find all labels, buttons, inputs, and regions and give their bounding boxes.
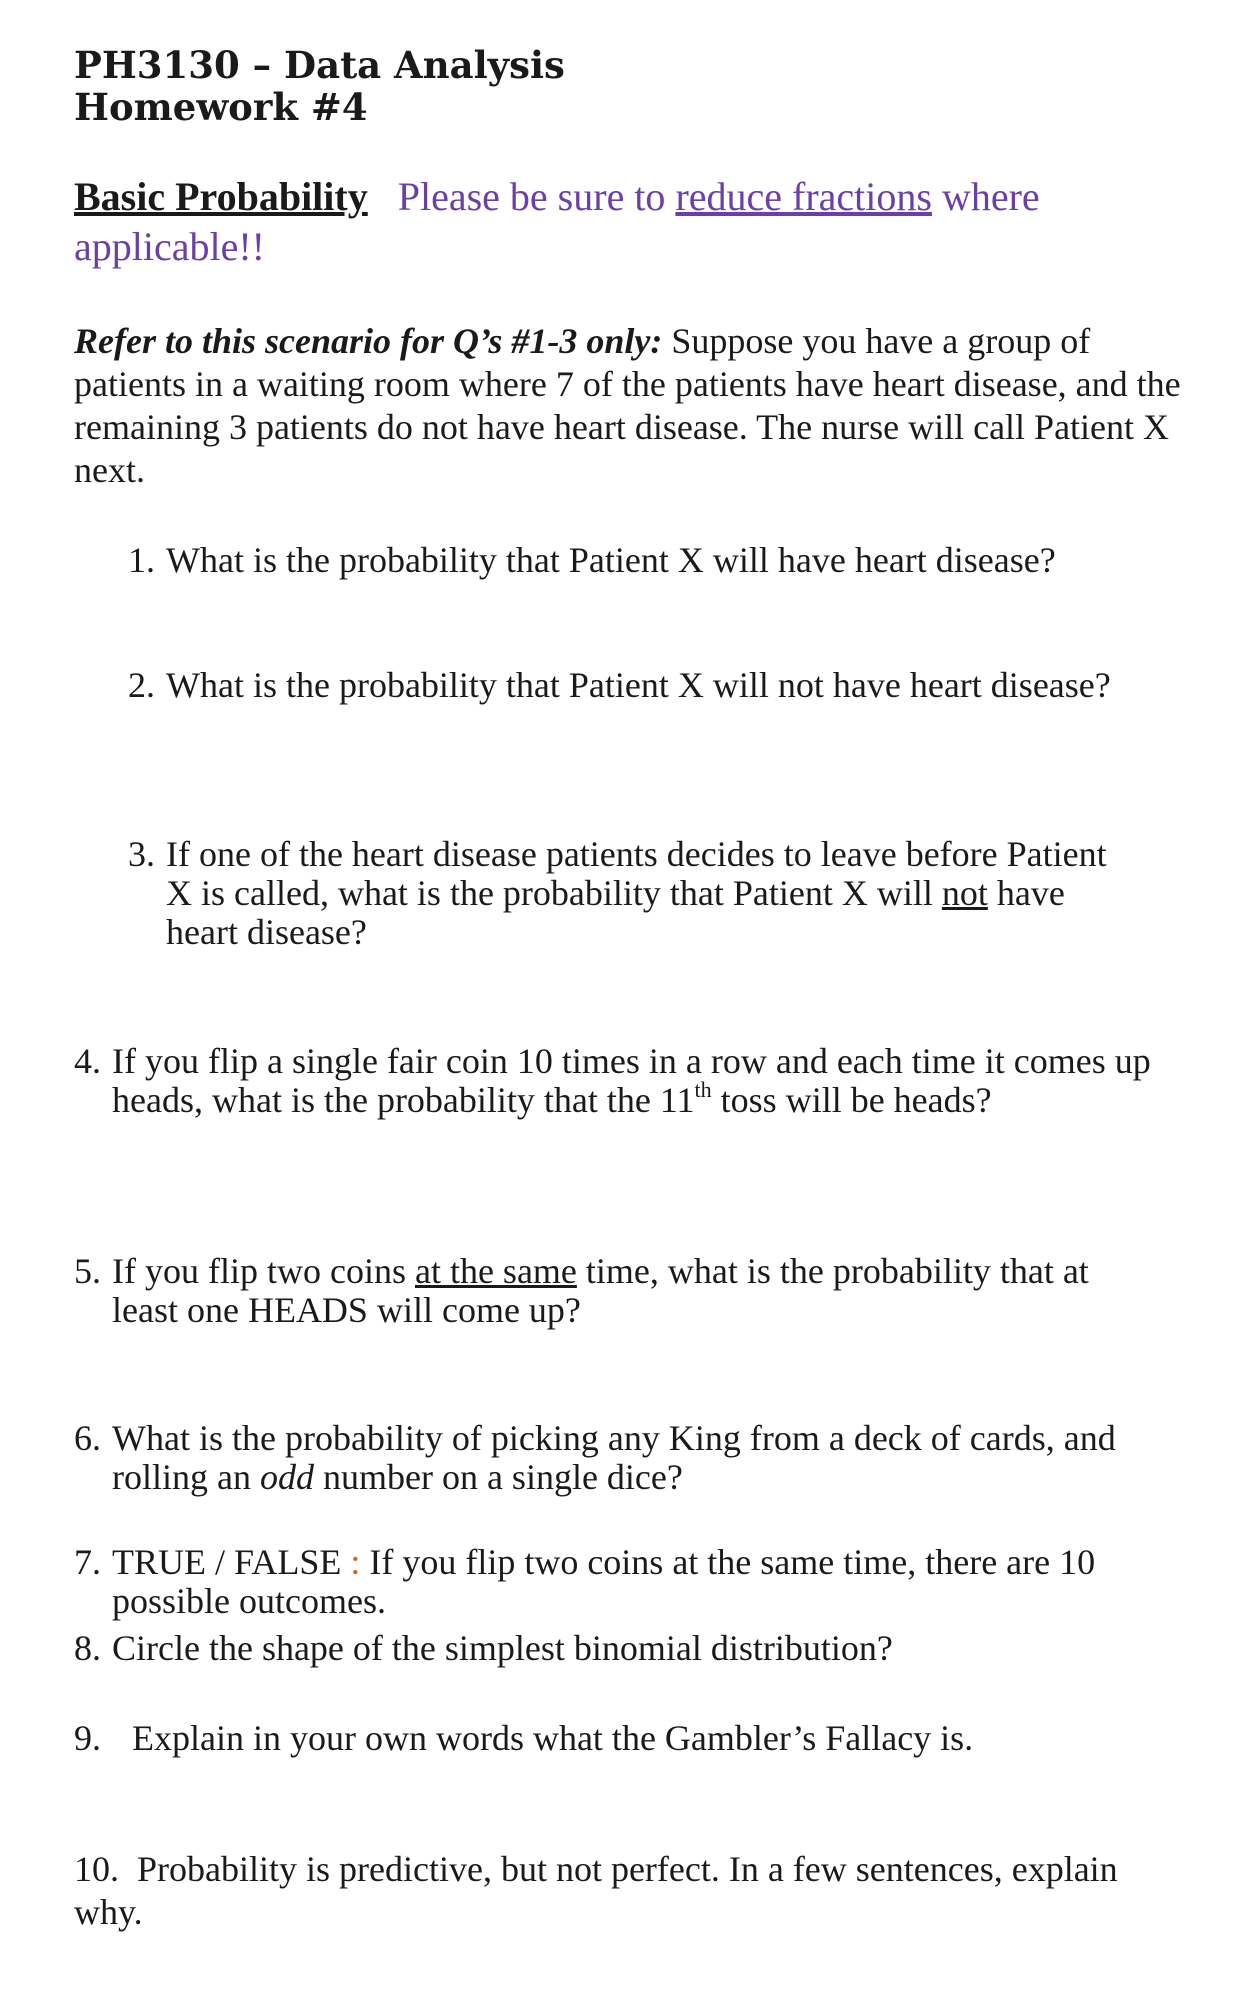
scenario-text: Suppose you have a group of patients in a waiting room where 7 of the patients have heart disease, and the remaining 3 patients do not have heart disease. The nurse will call Patient X next. bbox=[74, 321, 1181, 490]
note-underlined: reduce fractions bbox=[675, 174, 932, 219]
question-6 bbox=[74, 1419, 1154, 1497]
question-2 bbox=[128, 666, 1128, 705]
question-text bbox=[112, 1042, 1154, 1120]
question-text-start: If you flip a single fair coin 10 times in a row and each time it comes up heads, what is the probability that the 11 bbox=[112, 1041, 1151, 1120]
section-title: Basic Probability bbox=[74, 174, 368, 219]
assignment-title: Homework #4 bbox=[74, 85, 368, 129]
question-text-end: number on a single dice? bbox=[313, 1457, 683, 1497]
question-9 bbox=[74, 1719, 1154, 1758]
question-5 bbox=[74, 1252, 1154, 1330]
question-underlined: not bbox=[941, 873, 988, 913]
question-4 bbox=[74, 1042, 1154, 1120]
question-text-start: What is the probability of picking any King from a deck of cards, and rolling an bbox=[112, 1418, 1116, 1497]
question-text-end: If you flip two coins at the same time, there are 10 possible outcomes. bbox=[112, 1542, 1096, 1621]
document-title bbox=[74, 44, 1184, 128]
question-1 bbox=[128, 541, 1128, 580]
scenario-paragraph bbox=[74, 320, 1184, 492]
question-number: 4. bbox=[74, 1041, 101, 1081]
question-text bbox=[74, 1848, 1154, 1934]
question-text-start: If one of the heart disease patients decides to leave before Patient X is called, what is the probability that Patient X will bbox=[166, 834, 1107, 913]
question-7 bbox=[74, 1543, 1154, 1621]
question-number: 6. bbox=[74, 1418, 101, 1458]
colon-accent: : bbox=[350, 1542, 361, 1582]
question-text: Circle the shape of the simplest binomial distribution? bbox=[112, 1628, 893, 1668]
question-text-start: If you flip two coins bbox=[112, 1251, 415, 1291]
question-number: 7. bbox=[74, 1542, 101, 1582]
question-number: 2. bbox=[128, 665, 155, 705]
question-10 bbox=[74, 1848, 1154, 1934]
question-number: 8. bbox=[74, 1628, 101, 1668]
question-8 bbox=[74, 1629, 1154, 1668]
question-text bbox=[112, 1543, 1154, 1621]
course-title: PH3130 – Data Analysis bbox=[74, 43, 565, 87]
superscript: th bbox=[694, 1077, 712, 1102]
note-text-end: where applicable!! bbox=[74, 174, 1040, 269]
question-number: 9. bbox=[74, 1718, 101, 1758]
question-number: 5. bbox=[74, 1251, 101, 1291]
question-text-start: TRUE / FALSE bbox=[112, 1542, 351, 1582]
question-number: 3. bbox=[128, 834, 155, 874]
question-text: What is the probability that Patient X will have heart disease? bbox=[166, 540, 1056, 580]
question-text bbox=[112, 1419, 1154, 1497]
note-text-start: Please be sure to bbox=[397, 174, 676, 219]
question-underlined: at the same bbox=[414, 1251, 577, 1291]
question-text bbox=[166, 835, 1128, 952]
question-number: 10. bbox=[74, 1849, 119, 1889]
question-text-end: toss will be heads? bbox=[711, 1080, 992, 1120]
section-heading bbox=[74, 172, 1184, 272]
question-3 bbox=[128, 835, 1128, 952]
question-text-body: Probability is predictive, but not perfect. In a few sentences, explain why. bbox=[74, 1849, 1118, 1932]
question-number: 1. bbox=[128, 540, 155, 580]
question-italic: odd bbox=[259, 1457, 314, 1497]
question-text-end: have heart disease? bbox=[166, 873, 1065, 952]
question-text: Explain in your own words what the Gambler’s Fallacy is. bbox=[132, 1718, 974, 1758]
question-text bbox=[112, 1252, 1154, 1330]
scenario-lead: Refer to this scenario for Q’s #1-3 only: bbox=[74, 321, 663, 361]
question-text-end: time, what is the probability that at least one HEADS will come up? bbox=[112, 1251, 1089, 1330]
question-text: What is the probability that Patient X will not have heart disease? bbox=[166, 665, 1111, 705]
